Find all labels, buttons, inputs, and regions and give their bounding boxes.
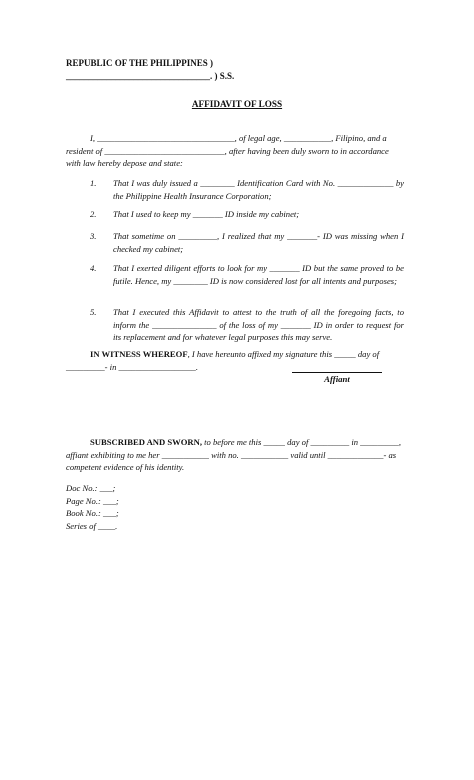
- item-text: That I was duly issued a ________ Identification Card with No. _____________ by the Philippine Health Insurance Corporation;: [113, 178, 404, 201]
- intro-paragraph: [66, 132, 404, 170]
- header-republic-line: REPUBLIC OF THE PHILIPPINES ): [66, 58, 214, 68]
- list-item: [90, 177, 404, 202]
- item-number: 4.: [90, 263, 97, 273]
- item-number: 3.: [90, 231, 97, 241]
- item-text: That I executed this Affidavit to attest to the truth of all the foregoing facts, to inform the _______________ of the loss of my _______ ID in order to request for its replacement and for whatever legal purposes this may serve.: [113, 307, 404, 343]
- item-number: 2.: [90, 209, 97, 219]
- list-item: [90, 230, 404, 255]
- document-title: AFFIDAVIT OF LOSS: [191, 99, 283, 109]
- jurat-clause: [90, 436, 404, 449]
- item-text: That I used to keep my _______ ID inside my cabinet;: [113, 209, 300, 219]
- witness-line-2: _________- in __________________.: [66, 361, 199, 372]
- header-venue-line: ________________________________. ) S.S.: [66, 71, 235, 81]
- item-number: 1.: [90, 178, 97, 188]
- signature-line: [292, 372, 382, 373]
- page-no: Page No.: ___;: [66, 495, 119, 506]
- jurat-continuation: [66, 449, 404, 474]
- jurat-line-3: competent evidence of his identity.: [66, 462, 185, 473]
- jurat-text: to before me this _____ day of _________ in _________,: [201, 437, 401, 447]
- intro-line-3: with law hereby depose and state:: [66, 158, 183, 169]
- list-item: [90, 208, 404, 221]
- item-text: That I exerted diligent efforts to look for my _______ ID but the same proved to be futile. Hence, my ________ ID is now considered lost for all intents and purposes;: [113, 263, 404, 286]
- witness-clause: [90, 348, 404, 361]
- affiant-label: Affiant: [324, 374, 350, 384]
- jurat-heading: SUBSCRIBED AND SWORN,: [90, 437, 202, 447]
- list-item: [90, 262, 404, 287]
- jurat-line-2: affiant exhibiting to me her ___________ with no. ___________ valid until _____________- as: [66, 449, 397, 460]
- list-item: [90, 306, 404, 344]
- series-of: Series of ____.: [66, 520, 118, 531]
- item-text: That sometime on _________, I realized that my _______- ID was missing when I checked my cabinet;: [113, 231, 404, 254]
- witness-text: , I have hereunto affixed my signature this _____ day of: [187, 349, 380, 359]
- intro-line-2: resident of ____________________________, after having been duly sworn to in accordance: [66, 145, 389, 156]
- item-number: 5.: [90, 307, 97, 317]
- doc-no: Doc No.: ___;: [66, 483, 116, 493]
- intro-line-1: I, ________________________________, of legal age, ___________, Filipino, and a: [90, 133, 387, 143]
- book-no: Book No.: ___;: [66, 508, 119, 519]
- witness-heading: IN WITNESS WHEREOF: [90, 349, 188, 359]
